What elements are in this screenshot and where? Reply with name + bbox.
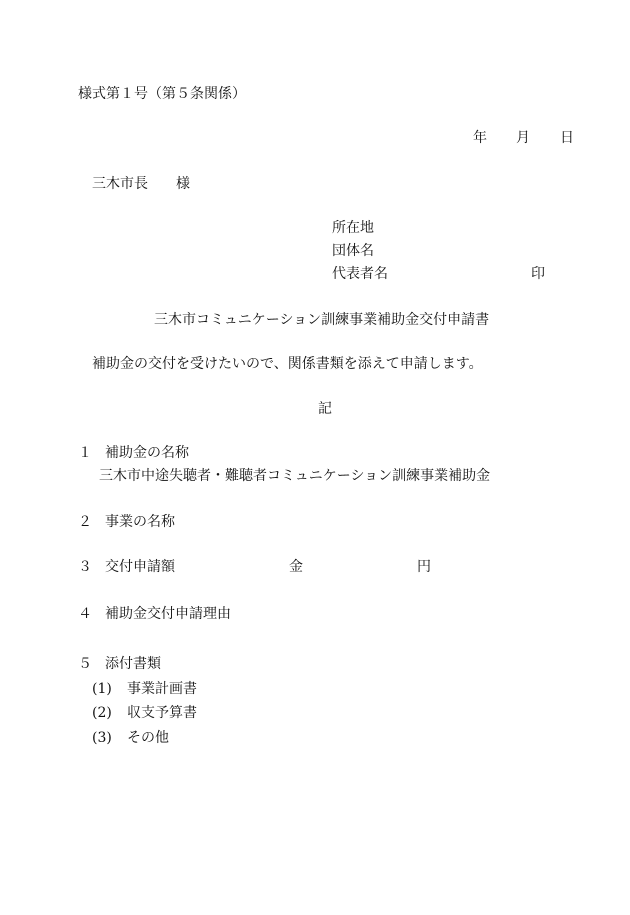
document-title: 三木市コミュニケーション訓練事業補助金交付申請書 bbox=[154, 312, 490, 328]
item3-label: 交付申請額 bbox=[105, 559, 175, 575]
date-day: 日 bbox=[560, 130, 574, 146]
item1-value: 三木市中途失聴者・難聴者コミュニケーション訓練事業補助金 bbox=[99, 468, 491, 484]
body-text: 補助金の交付を受けたいので、関係書類を添えて申請します。 bbox=[92, 356, 483, 372]
date-month: 月 bbox=[516, 130, 530, 146]
item5-sub2-number: (2) bbox=[92, 705, 112, 721]
item2-number: ２ bbox=[78, 514, 92, 530]
seal-mark: 印 bbox=[531, 266, 545, 282]
item5-sub1-number: (1) bbox=[92, 681, 112, 697]
item5-sub1-label: 事業計画書 bbox=[127, 681, 197, 697]
item1-number: １ bbox=[78, 445, 92, 461]
item5-label: 添付書類 bbox=[105, 656, 161, 672]
organization-label: 団体名 bbox=[332, 243, 374, 259]
item1-label: 補助金の名称 bbox=[105, 445, 189, 461]
item5-sub2-label: 収支予算書 bbox=[127, 705, 197, 721]
address-label: 所在地 bbox=[332, 220, 374, 236]
item5-sub3-label: その他 bbox=[127, 730, 169, 746]
item3-yen: 円 bbox=[417, 559, 431, 575]
item3-kin: 金 bbox=[289, 559, 303, 575]
item4-number: ４ bbox=[78, 606, 92, 622]
item5-number: ５ bbox=[78, 656, 92, 672]
representative-label: 代表者名 bbox=[332, 266, 388, 282]
item3-number: ３ bbox=[78, 559, 92, 575]
ki-heading: 記 bbox=[318, 401, 332, 417]
item2-label: 事業の名称 bbox=[105, 514, 175, 530]
item5-sub3-number: (3) bbox=[92, 730, 112, 746]
date-year: 年 bbox=[473, 130, 487, 146]
addressee: 三木市長 様 bbox=[92, 176, 190, 192]
item4-label: 補助金交付申請理由 bbox=[105, 606, 231, 622]
form-number: 様式第１号（第５条関係） bbox=[78, 86, 246, 102]
